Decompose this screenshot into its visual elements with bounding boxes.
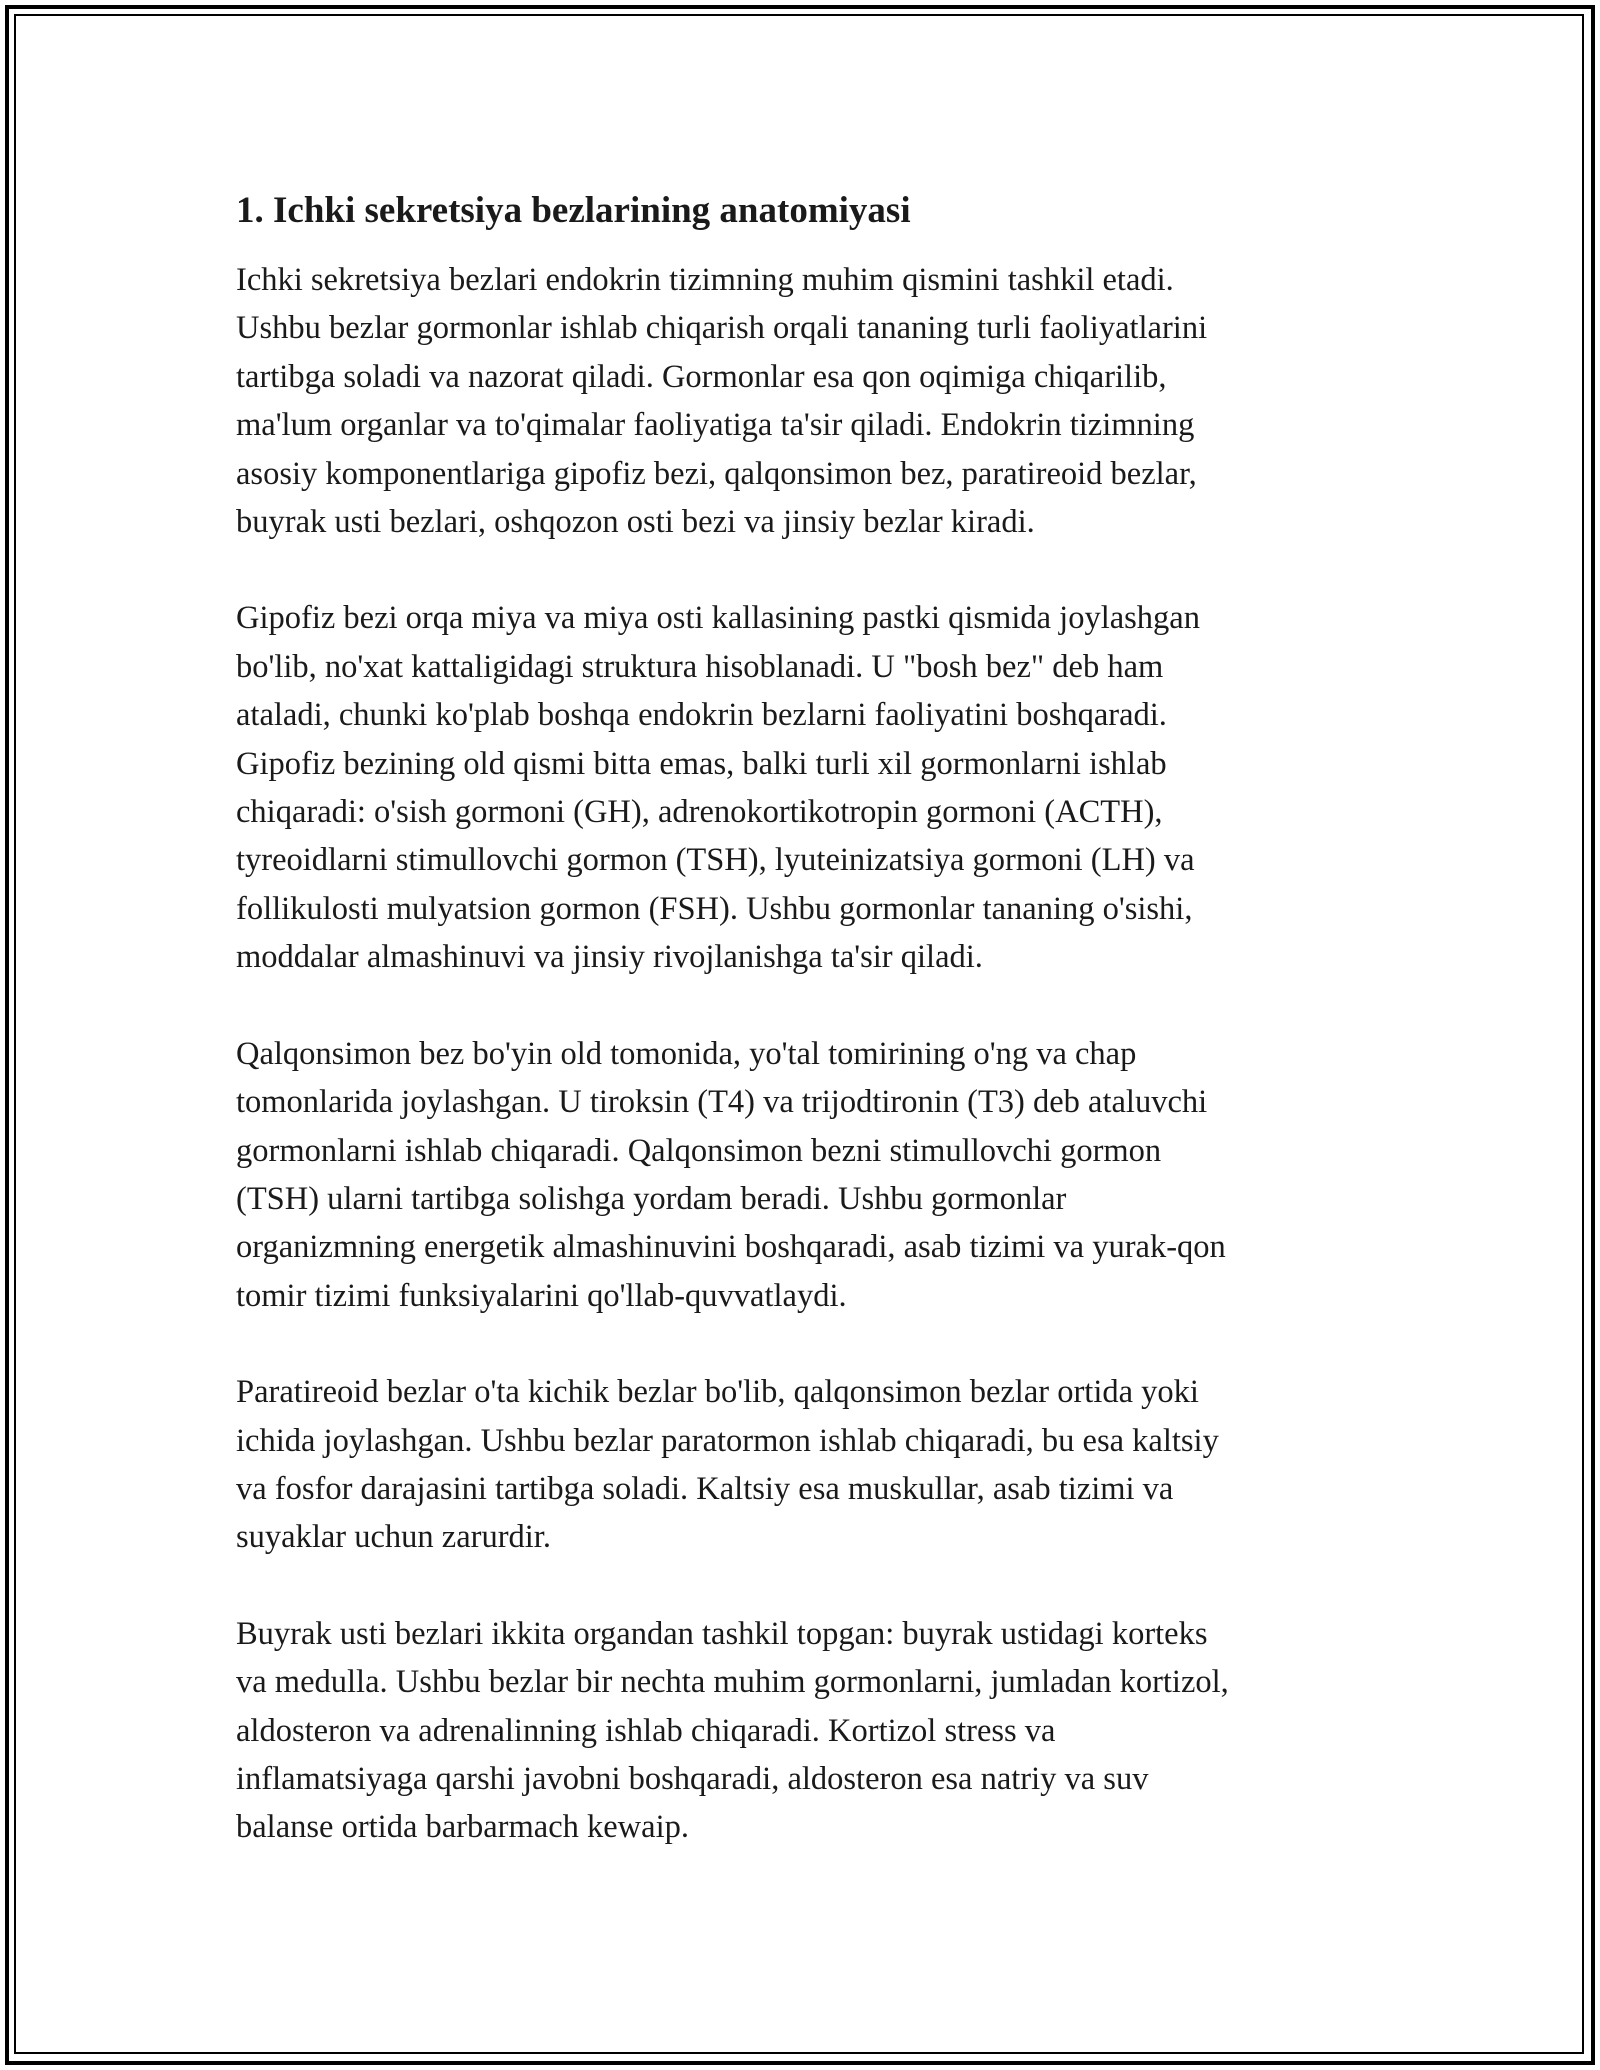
paragraph-pituitary-gland: Gipofiz bezi orqa miya va miya osti kallasining pastki qismida joylashgan bo'lib, no'xat kattaligidagi struktura hisoblanadi. U "bosh bez" deb ham ataladi, chunki ko'plab boshqa endokrin bezlarni faoliyatini boshqaradi. Gipofiz bezining old qismi bitta emas, balki turli xil gormonlarni ishlab chiqaradi: o'sish gormoni (GH), adrenokortikotropin gormoni (ACTH), tyreoidlarni stimullovchi gormon (TSH), lyuteinizatsiya gormoni (LH) va follikulosti mulyatsion gormon (FSH). Ushbu gormonlar tananing o'sishi, moddalar almashinuvi va jinsiy rivojlanishga ta'sir qiladi. — [236, 600, 1200, 976]
paragraph-thyroid-gland: Qalqonsimon bez bo'yin old tomonida, yo'tal tomirining o'ng va chap tomonlarida joylashgan. U tiroksin (T4) va trijodtironin (T3) deb ataluvchi gormonlarni ishlab chiqaradi. Qalqonsimon bezni stimullovchi gormon (TSH) ularni tartibga solishga yordam beradi. Ushbu gormonlar organizmning energetik almashinuvini boshqaradi, asab tizimi va yurak-qon tomir tizimi funksiyalarini qo'llab-quvvatlaydi. — [236, 1035, 1226, 1314]
document-body — [236, 186, 1366, 1852]
paragraph-parathyroid-glands: Paratireoid bezlar o'ta kichik bezlar bo'lib, qalqonsimon bezlar ortida yoki ichida joylashgan. Ushbu bezlar paratormon ishlab chiqaradi, bu esa kaltsiy va fosfor darajasini tartibga soladi. Kaltsiy esa muskullar, asab tizimi va suyaklar uchun zarurdir. — [236, 1374, 1219, 1556]
paragraph-adrenal-glands: Buyrak usti bezlari ikkita organdan tashkil topgan: buyrak ustidagi korteks va medulla. Ushbu bezlar bir nechta muhim gormonlarni, jumladan kortizol, aldosteron va adrenalinning ishlab chiqaradi. Kortizol stress va inflamatsiyaga qarshi javobni boshqaradi, aldosteron esa natriy va suv balanse ortida barbarmach kewaip. — [236, 1615, 1229, 1846]
paragraph-endocrine-intro: Ichki sekretsiya bezlari endokrin tizimning muhim qismini tashkil etadi. Ushbu bezlar gormonlar ishlab chiqarish orqali tananing turli faoliyatlarini tartibga soladi va nazorat qiladi. Gormonlar esa qon oqimiga chiqarilib, ma'lum organlar va to'qimalar faoliyatiga ta'sir qiladi. Endokrin tizimning asosiy komponentlariga gipofiz bezi, qalqonsimon bez, paratireoid bezlar, buyrak usti bezlari, oshqozon osti bezi va jinsiy bezlar kiradi. — [236, 262, 1208, 541]
section-heading: 1. Ichki sekretsiya bezlarining anatomiyasi — [236, 190, 911, 231]
